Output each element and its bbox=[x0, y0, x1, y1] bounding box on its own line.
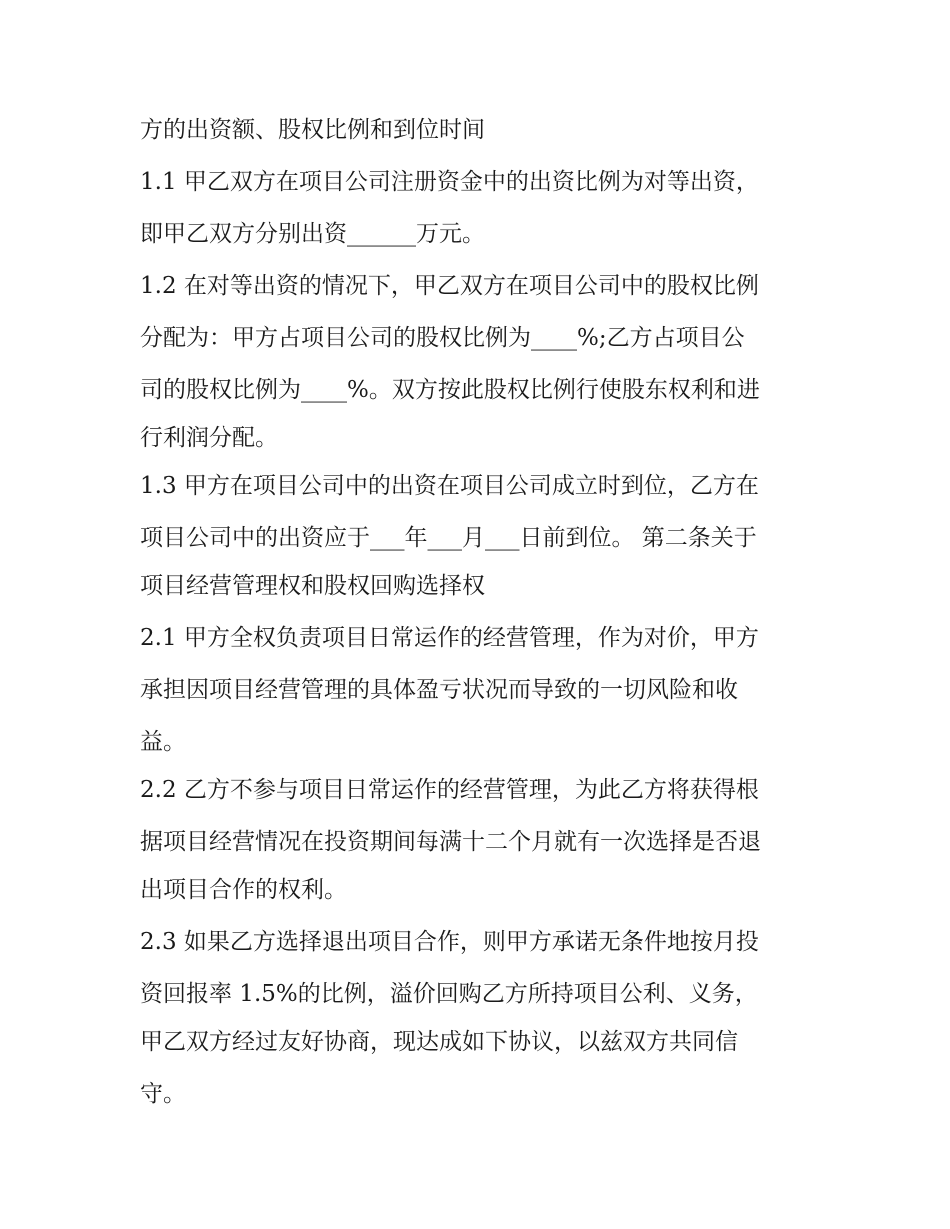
text-line: 2.1 甲方全权负责项目日常运作的经营管理，作为对价，甲方 bbox=[140, 625, 759, 651]
text-line: 2.2 乙方不参与项目日常运作的经营管理，为此乙方将获得根 bbox=[140, 777, 759, 803]
text-line: 1.1 甲乙双方在项目公司注册资金中的出资比例为对等出资， bbox=[140, 169, 759, 195]
text-line: 甲乙双方经过友好协商，现达成如下协议，以兹双方共同信 bbox=[140, 1029, 738, 1055]
text-line: 出项目合作的权利。 bbox=[140, 877, 347, 903]
text-line: 据项目经营情况在投资期间每满十二个月就有一次选择是否退 bbox=[140, 829, 761, 855]
text-line: 资回报率 1.5%的比例，溢价回购乙方所持项目公利、义务， bbox=[140, 981, 758, 1007]
text-line: 项目公司中的出资应于___年___月___日前到位。 第二条关于 bbox=[140, 525, 757, 551]
text-line: 方的出资额、股权比例和到位时间 bbox=[140, 117, 485, 143]
text-line: 2.3 如果乙方选择退出项目合作，则甲方承诺无条件地按月投 bbox=[140, 929, 759, 955]
text-line: 1.2 在对等出资的情况下，甲乙双方在项目公司中的股权比例 bbox=[140, 273, 759, 299]
text-line: 即甲乙双方分别出资______万元。 bbox=[140, 221, 485, 247]
text-line: 分配为：甲方占项目公司的股权比例为____%;乙方占项目公 bbox=[140, 325, 745, 351]
text-line: 项目经营管理权和股权回购选择权 bbox=[140, 573, 485, 599]
text-line: 益。 bbox=[140, 729, 186, 755]
text-line: 承担因项目经营管理的具体盈亏状况而导致的一切风险和收 bbox=[140, 677, 738, 703]
text-line: 1.3 甲方在项目公司中的出资在项目公司成立时到位，乙方在 bbox=[140, 473, 759, 499]
text-line: 守。 bbox=[140, 1081, 186, 1107]
text-line: 行利润分配。 bbox=[140, 425, 278, 451]
text-line: 司的股权比例为____%。双方按此股权比例行使股东权利和进 bbox=[140, 377, 760, 403]
